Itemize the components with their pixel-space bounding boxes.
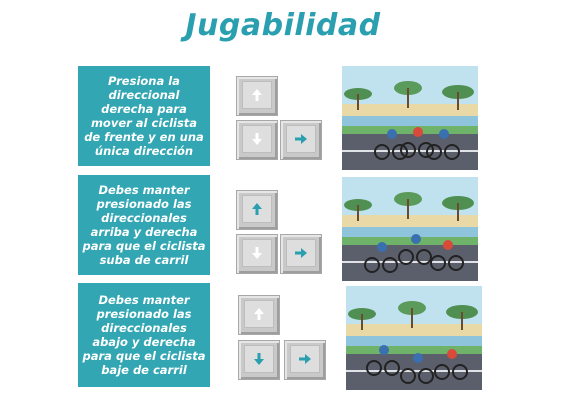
arrow-up-icon: [249, 87, 265, 103]
key-down-3: [238, 340, 280, 380]
key-up-2: [236, 190, 278, 230]
arrow-right-icon: [297, 351, 313, 367]
arrow-up-icon: [251, 306, 267, 322]
cycling-scene-2: [342, 177, 478, 281]
arrow-down-icon: [249, 131, 265, 147]
instruction-box-3: Debes manter presionado las direccionales abajo y derecha para que el ciclista baje de carril: [78, 283, 210, 387]
key-right-1: [280, 120, 322, 160]
arrow-down-icon: [251, 351, 267, 367]
key-up-1: [236, 76, 278, 116]
key-right-2: [280, 234, 322, 274]
instruction-box-1: Presiona la direccional derecha para mover al ciclista de frente y en una única dirección: [78, 66, 210, 166]
arrow-right-icon: [293, 131, 309, 147]
key-right-3: [284, 340, 326, 380]
arrow-up-icon: [249, 201, 265, 217]
page-title: Jugabilidad: [185, 8, 381, 43]
arrow-down-icon: [249, 245, 265, 261]
key-down-1: [236, 120, 278, 160]
cycling-scene-3: [346, 286, 482, 390]
key-down-2: [236, 234, 278, 274]
instruction-box-2: Debes manter presionado las direccionales arriba y derecha para que el ciclista suba de carril: [78, 175, 210, 275]
key-up-3: [238, 295, 280, 335]
cycling-scene-1: [342, 66, 478, 170]
arrow-right-icon: [293, 245, 309, 261]
